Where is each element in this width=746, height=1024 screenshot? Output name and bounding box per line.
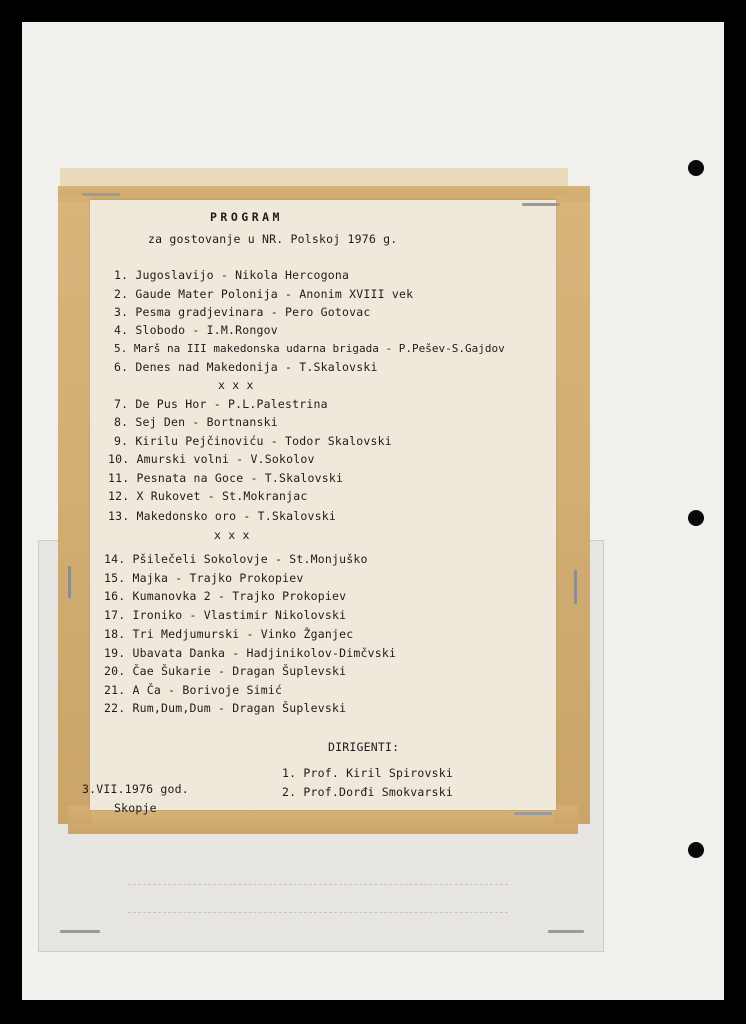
section-separator: x x x bbox=[214, 528, 250, 542]
conductors-heading: DIRIGENTI: bbox=[328, 740, 400, 754]
tape bbox=[58, 196, 92, 824]
punch-hole bbox=[688, 510, 704, 526]
program-item: 19. Ubavata Danka - Hadjinikolov-Dimčvski bbox=[104, 646, 397, 660]
program-item: 13. Makedonsko oro - T.Skalovski bbox=[108, 509, 336, 523]
program-item: 18. Tri Medjumurski - Vinko Žganjec bbox=[104, 627, 354, 641]
program-item: 5. Marš na III makedonska udarna brigada - P.Pešev-S.Gajdov bbox=[114, 342, 505, 355]
program-item: 4. Slobodo - I.M.Rongov bbox=[114, 323, 278, 337]
program-item: 8. Sej Den - Bortnanski bbox=[114, 415, 278, 429]
program-item: 3. Pesma gradjevinara - Pero Gotovac bbox=[114, 305, 371, 319]
program-item: 22. Rum,Dum,Dum - Dragan Šuplevski bbox=[104, 701, 347, 715]
program-item: 20. Čae Šukarie - Dragan Šuplevski bbox=[104, 664, 347, 678]
program-item: 11. Pesnata na Goce - T.Skalovski bbox=[108, 471, 344, 485]
program-item: 1. Jugoslavijo - Nikola Hercogona bbox=[114, 268, 350, 282]
staple bbox=[522, 203, 560, 206]
program-title: PROGRAM bbox=[210, 210, 283, 224]
document-place: Skopje bbox=[114, 801, 157, 815]
conductor-item: 1. Prof. Kiril Spirovski bbox=[282, 766, 453, 780]
program-item: 21. A Ča - Borivoje Simić bbox=[104, 683, 283, 697]
sleeve-edge bbox=[128, 912, 508, 913]
staple bbox=[82, 193, 120, 196]
program-subtitle: za gostovanje u NR. Polskoj 1976 g. bbox=[148, 232, 398, 246]
program-item: 10. Amurski volni - V.Sokolov bbox=[108, 452, 315, 466]
punch-hole bbox=[688, 160, 704, 176]
conductor-item: 2. Prof.Dorđi Smokvarski bbox=[282, 785, 453, 799]
program-item: 7. De Pus Hor - P.L.Palestrina bbox=[114, 397, 328, 411]
program-item: 9. Kirilu Pejčinoviću - Todor Skalovski bbox=[114, 434, 392, 448]
program-item: 15. Majka - Trajko Prokopiev bbox=[104, 571, 304, 585]
staple bbox=[574, 570, 577, 604]
program-item: 12. X Rukovet - St.Mokranjac bbox=[108, 489, 308, 503]
punch-hole bbox=[688, 842, 704, 858]
program-item: 6. Denes nad Makedonija - T.Skalovski bbox=[114, 360, 378, 374]
program-item: 14. Pšilečeli Sokolovje - St.Monjuško bbox=[104, 552, 368, 566]
program-item: 17. Ironiko - Vlastimir Nikolovski bbox=[104, 608, 347, 622]
document-date: 3.VII.1976 god. bbox=[82, 782, 189, 796]
staple bbox=[548, 930, 584, 933]
program-item: 2. Gaude Mater Polonija - Anonim XVIII vek bbox=[114, 287, 414, 301]
staple bbox=[60, 930, 100, 933]
staple bbox=[68, 566, 71, 598]
staple bbox=[514, 812, 552, 815]
sleeve-edge bbox=[128, 884, 508, 885]
section-separator: x x x bbox=[218, 378, 254, 392]
program-item: 16. Kumanovka 2 - Trajko Prokopiev bbox=[104, 589, 347, 603]
tape bbox=[554, 196, 590, 824]
